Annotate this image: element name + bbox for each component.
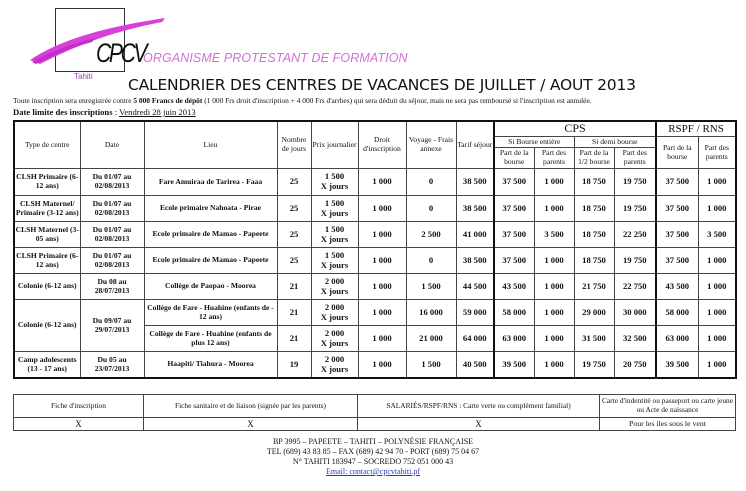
cell-cps-full-bourse: 37 500 — [494, 248, 534, 274]
header-rspf-bourse: Part de la bourse — [656, 137, 698, 169]
deadline-separator: : — [112, 107, 120, 117]
cell-cps-full-parents: 1 000 — [534, 274, 574, 300]
cell-tarif: 38 500 — [456, 196, 494, 222]
cell-type: CLSH Maternel (3-05 ans) — [14, 222, 80, 248]
header-prix: Prix journalier — [311, 121, 358, 169]
cell-type: CLSH Maternel/ Primaire (3-12 ans) — [14, 196, 80, 222]
cell-tarif: 38 500 — [456, 169, 494, 196]
cell-nombre: 21 — [277, 274, 311, 300]
table-row — [14, 196, 736, 222]
cell-type: CLSH Primaire (6-12 ans) — [14, 248, 80, 274]
header-lieu: Lieu — [144, 121, 277, 169]
cell-rspf-parents: 1 000 — [698, 169, 736, 196]
deadline-label: Date limite des inscriptions — [13, 107, 113, 117]
cell-cps-half-bourse: 29 000 — [574, 300, 614, 326]
cell-cps-half-parents: 30 000 — [614, 300, 656, 326]
cell-cps-half-parents: 20 750 — [614, 352, 656, 379]
cell-nombre: 25 — [277, 222, 311, 248]
cell-cps-half-parents: 19 750 — [614, 169, 656, 196]
logo-subtext: Tahiti — [74, 72, 93, 81]
contact-footer — [0, 437, 746, 477]
header-cps: CPS — [494, 121, 656, 137]
prix-unit: X jours — [320, 181, 349, 191]
cell-rspf-parents: 1 000 — [698, 326, 736, 352]
table-row — [14, 300, 736, 326]
cell-cps-full-bourse: 39 500 — [494, 352, 534, 379]
cell-prix — [311, 274, 358, 300]
cell-lieu: Ecole primaire de Mamao - Papeete — [144, 248, 277, 274]
cell-droit: 1 000 — [358, 352, 406, 379]
cell-cps-full-bourse: 58 000 — [494, 300, 534, 326]
cell-cps-half-bourse: 19 750 — [574, 352, 614, 379]
header-rspf: RSPF / RNS — [656, 121, 736, 137]
header-cps-full-parents: Part des parents — [534, 148, 574, 169]
header-cps-full: Si Bourse entière — [494, 137, 574, 148]
cell-rspf-bourse: 39 500 — [656, 352, 698, 379]
prix-value: 1 500 — [324, 197, 345, 208]
table-row — [14, 352, 736, 379]
cell-cps-full-bourse: 37 500 — [494, 222, 534, 248]
cell-cps-full-bourse: 43 500 — [494, 274, 534, 300]
header-date: Date — [80, 121, 144, 169]
cell-nombre: 21 — [277, 300, 311, 326]
cell-rspf-bourse: 63 000 — [656, 326, 698, 352]
cell-type: CLSH Primaire (6-12 ans) — [14, 169, 80, 196]
cell-rspf-parents: 1 000 — [698, 352, 736, 379]
prix-unit: X jours — [320, 311, 349, 322]
header-droit: Droit d'inscription — [358, 121, 406, 169]
cell-cps-half-parents: 19 750 — [614, 248, 656, 274]
cell-prix — [311, 326, 358, 352]
table-row — [14, 274, 736, 300]
doc-health-mark: X — [144, 418, 358, 431]
cell-date: Du 01/07 au 02/08/2013 — [80, 196, 144, 222]
cell-date: Du 01/07 au 02/08/2013 — [80, 169, 144, 196]
prix-value: 1 500 — [324, 171, 345, 182]
prix-unit: X jours — [320, 337, 349, 348]
cell-voyage: 0 — [406, 169, 456, 196]
cell-cps-half-bourse: 18 750 — [574, 196, 614, 222]
doc-inscription-mark: X — [14, 418, 144, 431]
cell-droit: 1 000 — [358, 300, 406, 326]
cell-tarif: 41 000 — [456, 222, 494, 248]
footer-address: BP 3995 – PAPEETE – TAHITI – POLYNÉSIE FRANÇAISE — [272, 437, 474, 446]
cell-rspf-parents: 1 000 — [698, 300, 736, 326]
cell-date: Du 01/07 au 02/08/2013 — [80, 222, 144, 248]
cell-lieu: Ecole primaire Nahoata - Pirae — [144, 196, 277, 222]
cell-rspf-bourse: 37 500 — [656, 196, 698, 222]
cell-cps-half-bourse: 18 750 — [574, 248, 614, 274]
prix-value: 2 000 — [324, 275, 345, 286]
prix-unit: X jours — [320, 285, 349, 296]
table-row — [14, 248, 736, 274]
cell-rspf-parents: 1 000 — [698, 274, 736, 300]
cell-prix — [311, 196, 358, 222]
cell-tarif: 64 000 — [456, 326, 494, 352]
cell-voyage: 0 — [406, 248, 456, 274]
cell-droit: 1 000 — [358, 274, 406, 300]
cell-nombre: 25 — [277, 169, 311, 196]
prix-value: 2 000 — [324, 327, 345, 338]
cell-cps-full-bourse: 63 000 — [494, 326, 534, 352]
required-documents-table — [13, 394, 736, 431]
cell-rspf-parents: 1 000 — [698, 248, 736, 274]
cell-nombre: 25 — [277, 196, 311, 222]
header-voyage: Voyage - Frais annexe — [406, 121, 456, 169]
cell-cps-half-parents: 19 750 — [614, 196, 656, 222]
cell-cps-half-parents: 32 500 — [614, 326, 656, 352]
cell-voyage: 1 500 — [406, 274, 456, 300]
doc-identity-mark: Pour les iles sous le vent — [600, 418, 736, 431]
cell-tarif: 44 500 — [456, 274, 494, 300]
cell-prix — [311, 248, 358, 274]
prix-value: 2 000 — [324, 301, 345, 312]
cell-cps-full-parents: 1 000 — [534, 196, 574, 222]
cell-type: Camp adolescents (13 - 17 ans) — [14, 352, 80, 379]
cell-rspf-parents: 1 000 — [698, 196, 736, 222]
deadline-value: Vendredi 28 juin 2013 — [119, 107, 196, 117]
cell-droit: 1 000 — [358, 326, 406, 352]
cell-cps-full-parents: 1 000 — [534, 326, 574, 352]
header-type: Type de centre — [14, 121, 80, 169]
cell-cps-full-parents: 1 000 — [534, 169, 574, 196]
cell-voyage: 21 000 — [406, 326, 456, 352]
cell-date: Du 08 au 28/07/2013 — [80, 274, 144, 300]
cell-lieu: Collège de Fare - Huahine (enfants de plus 12 ans) — [144, 326, 277, 352]
schedule-table — [13, 120, 737, 379]
cell-nombre: 25 — [277, 248, 311, 274]
logo-text: CPCV — [96, 38, 146, 68]
cell-rspf-parents: 3 500 — [698, 222, 736, 248]
header-cps-half-bourse: Part de la 1/2 bourse — [574, 148, 614, 169]
prix-value: 1 500 — [324, 249, 345, 260]
doc-inscription-form: Fiche d'inscription — [14, 395, 144, 418]
cell-voyage: 0 — [406, 196, 456, 222]
registration-deadline — [13, 107, 196, 117]
cell-tarif: 40 500 — [456, 352, 494, 379]
cell-cps-full-parents: 1 000 — [534, 300, 574, 326]
cell-prix — [311, 169, 358, 196]
cell-cps-half-bourse: 18 750 — [574, 222, 614, 248]
header-nombre: Nombre de jours — [277, 121, 311, 169]
cell-droit: 1 000 — [358, 222, 406, 248]
cell-lieu: Fare Amuiraa de Tarirea - Faaa — [144, 169, 277, 196]
cell-cps-full-parents: 1 000 — [534, 352, 574, 379]
cell-lieu: Collège de Fare - Huahine (enfants de - 12 ans) — [144, 300, 277, 326]
cell-rspf-bourse: 58 000 — [656, 300, 698, 326]
doc-health-form: Fiche sanitaire et de liaison (signée par les parents) — [144, 395, 358, 418]
cell-cps-full-bourse: 37 500 — [494, 196, 534, 222]
notice-prefix: Toute inscription sera enregistrée contre — [13, 96, 134, 105]
cell-cps-half-parents: 22 250 — [614, 222, 656, 248]
cell-tarif: 59 000 — [456, 300, 494, 326]
cell-tarif: 38 500 — [456, 248, 494, 274]
cell-droit: 1 000 — [358, 196, 406, 222]
footer-registration: N° TAHITI 183947 – SOCREDO 752 051 000 43 — [292, 457, 454, 466]
cell-cps-full-parents: 3 500 — [534, 222, 574, 248]
footer-phone: TEL (689) 43 83 85 – FAX (689) 42 94 70 - PORT (689) 75 04 67 — [266, 447, 480, 456]
cell-date: Du 09/07 au 29/07/2013 — [80, 300, 144, 352]
prix-unit: X jours — [320, 259, 349, 270]
cell-voyage: 1 500 — [406, 352, 456, 379]
cell-type: Colonie (6-12 ans) — [14, 274, 80, 300]
cell-nombre: 21 — [277, 326, 311, 352]
cell-voyage: 2 500 — [406, 222, 456, 248]
page-title: CALENDRIER DES CENTRES DE VACANCES DE JUILLET / AOUT 2013 — [128, 76, 636, 94]
header-rspf-parents: Part des parents — [698, 137, 736, 169]
cell-droit: 1 000 — [358, 169, 406, 196]
cell-rspf-bourse: 37 500 — [656, 248, 698, 274]
organization-name: ORGANISME PROTESTANT DE FORMATION — [143, 51, 408, 65]
cell-rspf-bourse: 37 500 — [656, 222, 698, 248]
cell-date: Du 01/07 au 02/08/2013 — [80, 248, 144, 274]
cell-voyage: 16 000 — [406, 300, 456, 326]
cell-date: Du 05 au 23/07/2013 — [80, 352, 144, 379]
doc-green-card-mark: X — [358, 418, 600, 431]
prix-unit: X jours — [320, 207, 349, 218]
doc-identity: Carte d'indentité ou passeport ou carte jeune ou Acte de naissance — [600, 395, 736, 418]
header-cps-half-parents: Part des parents — [614, 148, 656, 169]
email-link[interactable]: Email: contact@cpcvtahiti.pf — [326, 467, 420, 476]
cell-cps-half-bourse: 31 500 — [574, 326, 614, 352]
cell-cps-half-bourse: 21 750 — [574, 274, 614, 300]
cell-nombre: 19 — [277, 352, 311, 379]
cell-rspf-bourse: 37 500 — [656, 169, 698, 196]
cell-lieu: Ecole primaire de Mamao - Papeete — [144, 222, 277, 248]
cell-type: Colonie (6-12 ans) — [14, 300, 80, 352]
header-cps-half: Si demi bourse — [574, 137, 656, 148]
header-cps-full-bourse: Part de la bourse — [494, 148, 534, 169]
table-row — [14, 222, 736, 248]
cell-lieu: Haapiti/ Tiahura - Moorea — [144, 352, 277, 379]
doc-green-card: SALARIÉS/RSPF/RNS : Carte verte ou complément familial) — [358, 395, 600, 418]
cell-prix — [311, 300, 358, 326]
deposit-notice — [13, 96, 592, 105]
prix-value: 1 500 — [324, 223, 345, 234]
header-tarif: Tarif séjour — [456, 121, 494, 169]
notice-suffix: (1 000 Frs droit d'inscription + 4 000 Frs d'arrhes) qui sera déduit du séjour, mais ne sera pas remboursé si l'inscription est annulée. — [202, 96, 592, 105]
cell-prix — [311, 222, 358, 248]
cell-cps-half-parents: 22 750 — [614, 274, 656, 300]
deposit-amount: 5 000 Francs de dépôt — [133, 96, 203, 105]
cell-cps-half-bourse: 18 750 — [574, 169, 614, 196]
cell-prix — [311, 352, 358, 379]
cell-rspf-bourse: 43 500 — [656, 274, 698, 300]
table-row — [14, 169, 736, 196]
cell-cps-full-bourse: 37 500 — [494, 169, 534, 196]
prix-value: 2 000 — [324, 353, 345, 364]
prix-unit: X jours — [320, 233, 349, 244]
cell-lieu: Collège de Paopao - Moorea — [144, 274, 277, 300]
cell-droit: 1 000 — [358, 248, 406, 274]
prix-unit: X jours — [320, 363, 349, 374]
cell-cps-full-parents: 1 000 — [534, 248, 574, 274]
